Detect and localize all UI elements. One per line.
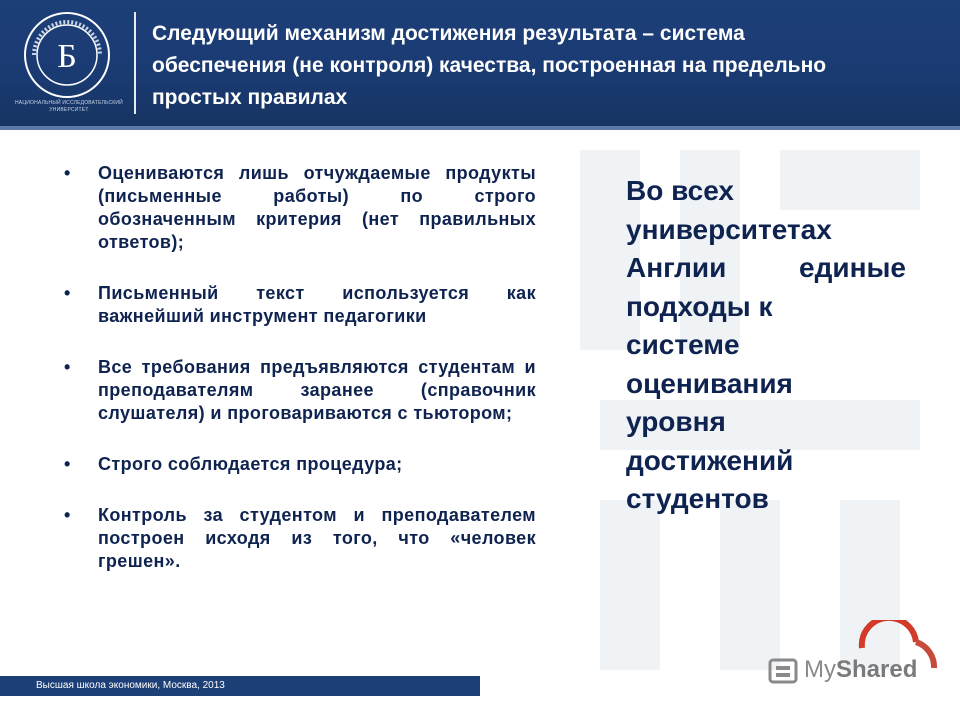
footer-text: Высшая школа экономики, Москва, 2013 <box>36 680 225 691</box>
side-note-line: подходы к <box>626 290 773 322</box>
side-note-line: Англии единые <box>626 252 906 283</box>
bullet-list <box>64 162 536 601</box>
title-line-1: Следующий механизм достижения результата – система <box>152 22 745 45</box>
bullet-icon: • <box>64 505 71 525</box>
side-note-line: уровня <box>626 406 726 437</box>
bullet-text: Письменный текст используется как важнейший инструмент педагогики <box>98 283 536 326</box>
bullet-item <box>64 453 536 476</box>
title-line-3: простых правилах <box>152 86 348 109</box>
bullet-item <box>64 504 536 573</box>
slide-title <box>152 18 922 114</box>
bullet-text: Все требования предъявляются студентам и преподавателям заранее (справочник слушателя) и проговариваются с тьютором; <box>98 357 536 423</box>
hse-logo-icon <box>22 10 112 100</box>
bullet-item <box>64 162 536 254</box>
bullet-icon: • <box>64 283 71 303</box>
bullet-icon: • <box>64 163 71 183</box>
logo-caption: НАЦИОНАЛЬНЫЙ ИССЛЕДОВАТЕЛЬСКИЙ УНИВЕРСИТЕТ <box>15 100 123 113</box>
side-note-line: системе <box>626 329 740 360</box>
bullet-text: Контроль за студентом и преподавателем построен исходя из того, что «человек грешен». <box>98 505 536 571</box>
bullet-item <box>64 356 536 425</box>
side-note-line: достижений <box>626 444 794 476</box>
side-note-line: оценивания <box>626 367 793 399</box>
bullet-icon: • <box>64 357 71 377</box>
bullet-icon: • <box>64 454 71 474</box>
myshared-suffix: Shared <box>836 656 918 683</box>
title-line-2: обеспечения (не контроля) качества, построенная на предельно <box>152 54 827 77</box>
bullet-text: Оцениваются лишь отчуждаемые продукты (письменные работы) по строго обозначенным критерия (нет правильных ответов); <box>98 163 536 252</box>
bullet-item <box>64 282 536 328</box>
side-note-line: студентов <box>626 483 769 514</box>
side-note-line: университетах <box>626 213 832 245</box>
bullet-text: Строго соблюдается процедура; <box>98 454 403 474</box>
header-strip <box>0 126 960 130</box>
side-note <box>626 172 906 519</box>
header-divider <box>134 12 136 114</box>
logo-letter: Б <box>57 38 77 75</box>
myshared-logo-text <box>804 656 917 684</box>
myshared-prefix: My <box>804 656 836 683</box>
slide-header <box>0 0 960 130</box>
side-note-line: Во всех <box>626 175 734 206</box>
